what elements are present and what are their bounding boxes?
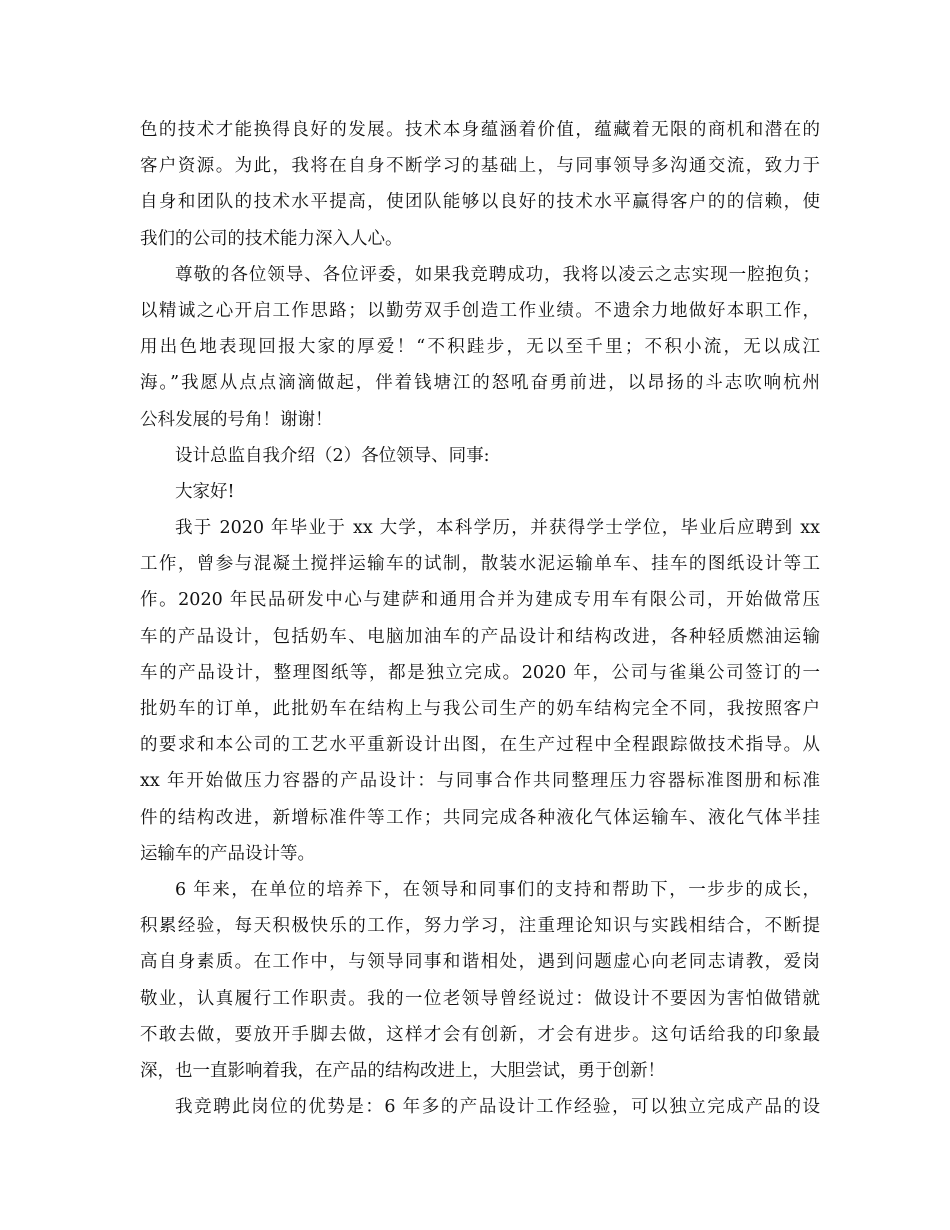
text-line: 工作，曾参与混凝土搅拌运输车的试制，散装水泥运输单车、挂车的图纸设计等工	[140, 554, 820, 575]
text-line: 车的产品设计，包括奶车、电脑加油车的产品设计和结构改进，各种轻质燃油运输	[140, 626, 820, 647]
text-line: 深，也一直影响着我，在产品的结构改进上，大胆尝试，勇于创新！	[140, 1060, 665, 1081]
text-line: 用出色地表现回报大家的厚爱！“不积跬步，无以至千里；不积小流，无以成江	[140, 337, 820, 358]
text-line: 高自身素质。在工作中，与领导同事和谐相处，遇到问题虚心向老同志请教，爱岗	[140, 952, 820, 973]
text-line: 海。”我愿从点点滴滴做起，伴着钱塘江的怒吼奋勇前进，以昂扬的斗志吹响杭州	[140, 373, 820, 394]
text-line: 不敢去做，要放开手脚去做，这样才会有创新，才会有进步。这句话给我的印象最	[140, 1024, 820, 1045]
paragraph-first-line: 6 年来，在单位的培养下，在领导和同事们的支持和帮助下，一步步的成长，	[175, 879, 820, 900]
paragraph-first-line: 我竞聘此岗位的优势是：6 年多的产品设计工作经验，可以独立完成产品的设	[175, 1097, 820, 1118]
paragraph-first-line: 我于 2020 年毕业于 xx 大学，本科学历，并获得学士学位，毕业后应聘到 xx	[175, 518, 820, 539]
text-line: xx 年开始做压力容器的产品设计：与同事合作共同整理压力容器标准图册和标准	[140, 771, 820, 792]
text-line: 车的产品设计，整理图纸等，都是独立完成。2020 年，公司与雀巢公司签订的一	[140, 662, 820, 683]
text-line: 运输车的产品设计等。	[140, 843, 315, 864]
text-line: 件的结构改进，新增标准件等工作；共同完成各种液化气体运输车、液化气体半挂	[140, 807, 820, 828]
greeting-line: 大家好!	[175, 481, 235, 502]
text-line: 以精诚之心开启工作思路；以勤劳双手创造工作业绩。不遗余力地做好本职工作，	[140, 300, 820, 321]
text-line: 敬业，认真履行工作职责。我的一位老领导曾经说过：做设计不要因为害怕做错就	[140, 988, 820, 1009]
text-line: 批奶车的订单，此批奶车在结构上与我公司生产的奶车结构完全不同，我按照客户	[140, 699, 820, 719]
paragraph-first-line: 尊敬的各位领导、各位评委，如果我竞聘成功，我将以凌云之志实现一腔抱负；	[175, 264, 820, 285]
text-line: 客户资源。为此，我将在自身不断学习的基础上，与同事领导多沟通交流，致力于	[140, 156, 820, 177]
text-line: 作。2020 年民品研发中心与建萨和通用合并为建成专用车有限公司，开始做常压	[140, 590, 820, 611]
text-line: 自身和团队的技术水平提高，使团队能够以良好的技术水平赢得客户的的信赖，使	[140, 192, 820, 213]
text-line: 色的技术才能换得良好的发展。技术本身蕴涵着价值，蕴藏着无限的商机和潜在的	[140, 120, 820, 140]
section-heading: 设计总监自我介绍（2）各位领导、同事:	[175, 445, 490, 466]
text-line: 公科发展的号角！谢谢！	[140, 409, 333, 430]
document-body	[140, 112, 820, 1125]
text-line: 我们的公司的技术能力深入人心。	[140, 228, 403, 249]
text-line: 积累经验，每天积极快乐的工作，努力学习，注重理论知识与实践相结合，不断提	[140, 916, 820, 937]
text-line: 的要求和本公司的工艺水平重新设计出图，在生产过程中全程跟踪做技术指导。从	[140, 735, 820, 756]
